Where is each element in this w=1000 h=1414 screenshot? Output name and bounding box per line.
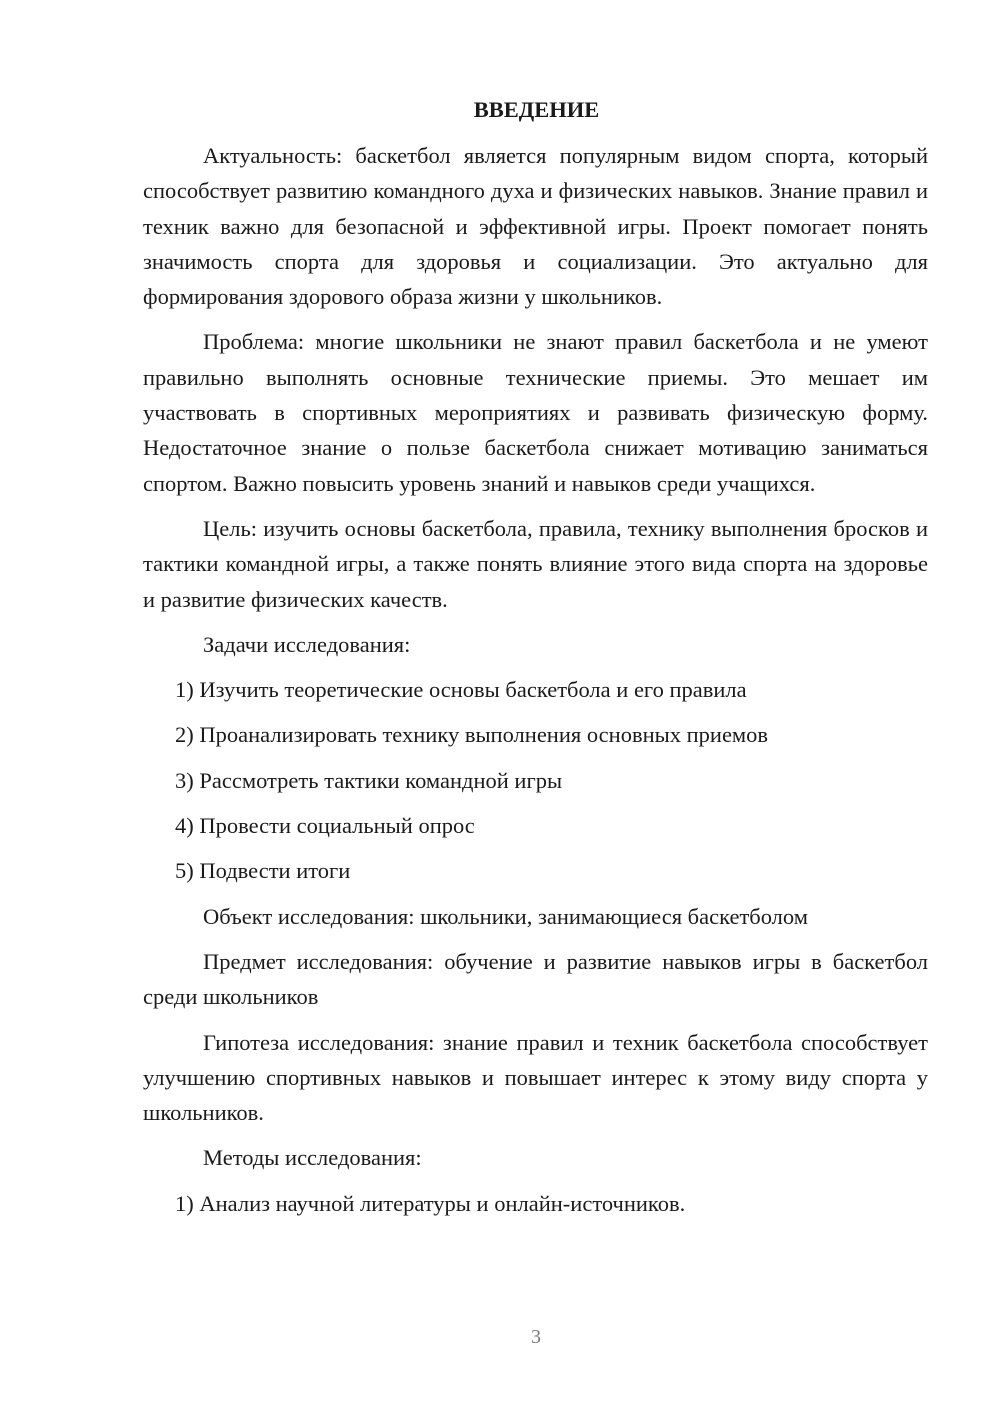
methods-list — [143, 1186, 928, 1221]
page-title: ВВЕДЕНИЕ — [473, 97, 600, 122]
goal-paragraph: Цель: изучить основы баскетбола, правила, технику выполнения бросков и тактики командной игры, а также понять влияние этого вида спорта на здоровье и развитие физических качеств. — [143, 515, 928, 612]
problem-paragraph: Проблема: многие школьники не знают правил баскетбола и не умеют правильно выполнять основные технические приемы. Это мешает им участвовать в спортивных мероприятиях и развивать физическую форму. Недостаточное знание о пользе баскетбола снижает мотивацию заниматься спортом. Важно повысить уровень знаний и навыков среди учащихся. — [143, 329, 928, 496]
relevance-paragraph: Актуальность: баскетбол является популярным видом спорта, который способствует развитию командного духа и физических навыков. Знание правил и техник важно для безопасной и эффективной игры. Проект помогает понять значимость спорта для здоровья и социализации. Это актуально для формирования здорового образа жизни у школьников. — [143, 143, 928, 310]
list-item: 5) Подвести итоги — [175, 858, 351, 884]
list-item: 1) Изучить теоретические основы баскетбола и его правила — [175, 677, 747, 703]
tasks-heading: Задачи исследования: — [203, 631, 411, 657]
list-item: 3) Рассмотреть тактики командной игры — [175, 767, 563, 793]
document-page — [143, 92, 928, 1231]
hypothesis-paragraph: Гипотеза исследования: знание правил и техник баскетбола способствует улучшению спортивных навыков и повышает интерес к этому виду спорта у школьников. — [143, 1029, 928, 1126]
subject-paragraph: Предмет исследования: обучение и развитие навыков игры в баскетбол среди школьников — [143, 948, 928, 1010]
methods-heading: Методы исследования: — [203, 1145, 422, 1171]
list-item: 2) Проанализировать технику выполнения основных приемов — [175, 722, 769, 748]
page-number: 3 — [531, 1326, 541, 1348]
tasks-list — [143, 672, 928, 888]
list-item: 1) Анализ научной литературы и онлайн-источников. — [175, 1190, 686, 1216]
list-item: 4) Провести социальный опрос — [175, 813, 475, 839]
object-paragraph: Объект исследования: школьники, занимающиеся баскетболом — [203, 903, 808, 929]
